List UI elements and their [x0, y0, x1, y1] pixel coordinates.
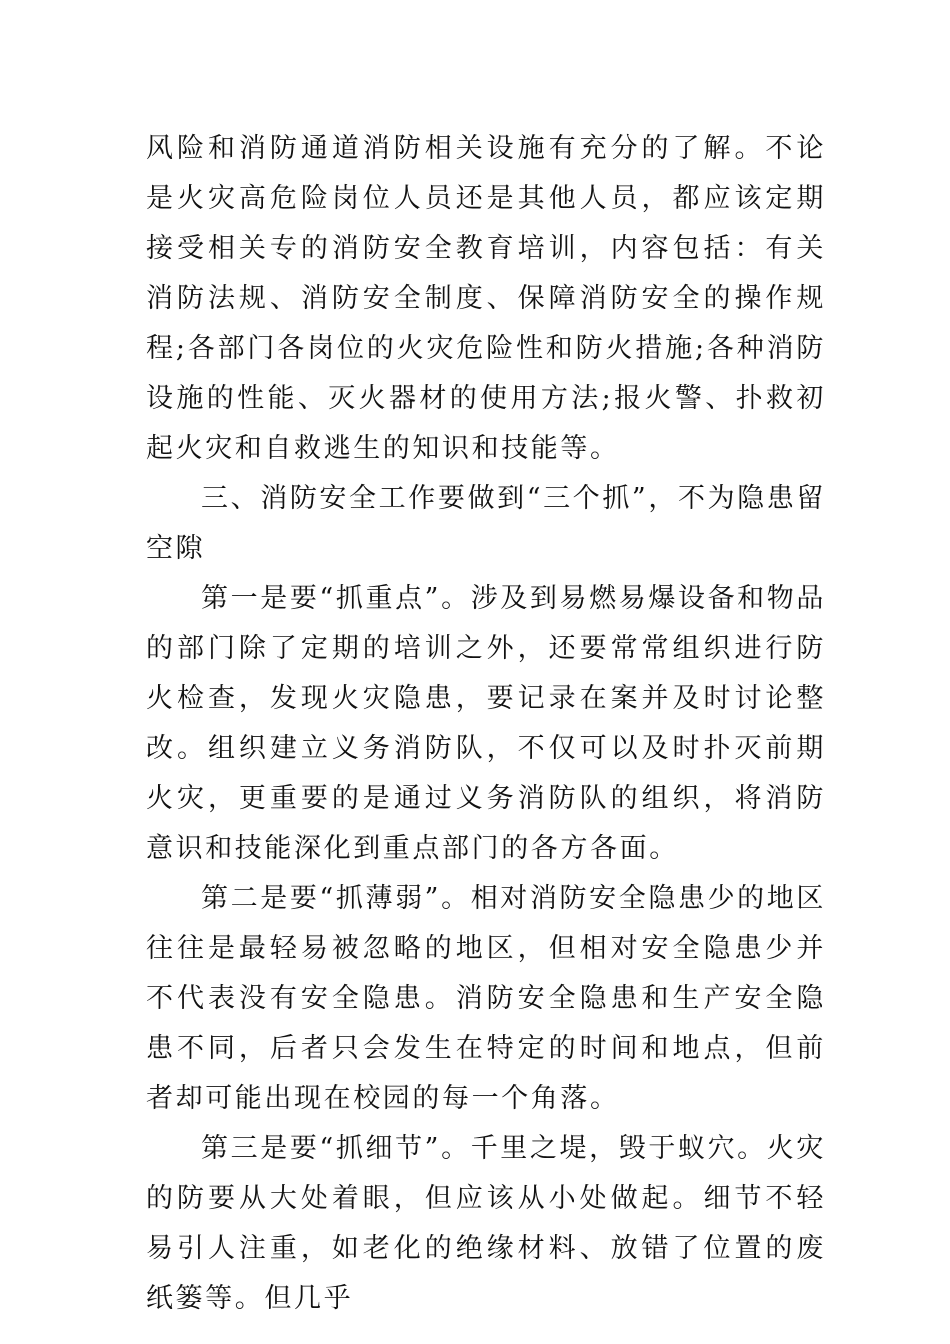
paragraph-first-point: 第一是要“抓重点”。涉及到易燃易爆设备和物品的部门除了定期的培训之外，还要常常组织进行防火检查，发现火灾隐患，要记录在案并及时讨论整改。组织建立义务消防队，不仅可以及时扑灭前期火灾，更重要的是通过义务消防队的组织，将消防意识和技能深化到重点部门的各方各面。: [146, 583, 826, 864]
document-body: [146, 124, 826, 1324]
paragraph-third-point: 第三是要“抓细节”。千里之堤，毁于蚁穴。火灾的防要从大处着眼，但应该从小处做起。细节不轻易引人注重，如老化的绝缘材料、放错了位置的废纸篓等。但几乎: [146, 1133, 826, 1314]
section-heading: 三、消防安全工作要做到“三个抓”，不为隐患留空隙: [146, 483, 826, 564]
paragraph-second-point: 第二是要“抓薄弱”。相对消防安全隐患少的地区往往是最轻易被忽略的地区，但相对安全隐患少并不代表没有安全隐患。消防安全隐患和生产安全隐患不同，后者只会发生在特定的时间和地点，但前者却可能出现在校园的每一个角落。: [146, 883, 826, 1114]
paragraph-continuation: 风险和消防通道消防相关设施有充分的了解。不论是火灾高危险岗位人员还是其他人员，都应该定期接受相关专的消防安全教育培训，内容包括：有关消防法规、消防安全制度、保障消防安全的操作规程;各部门各岗位的火灾危险性和防火措施;各种消防设施的性能、灭火器材的使用方法;报火警、扑救初起火灾和自救逃生的知识和技能等。: [146, 133, 826, 464]
